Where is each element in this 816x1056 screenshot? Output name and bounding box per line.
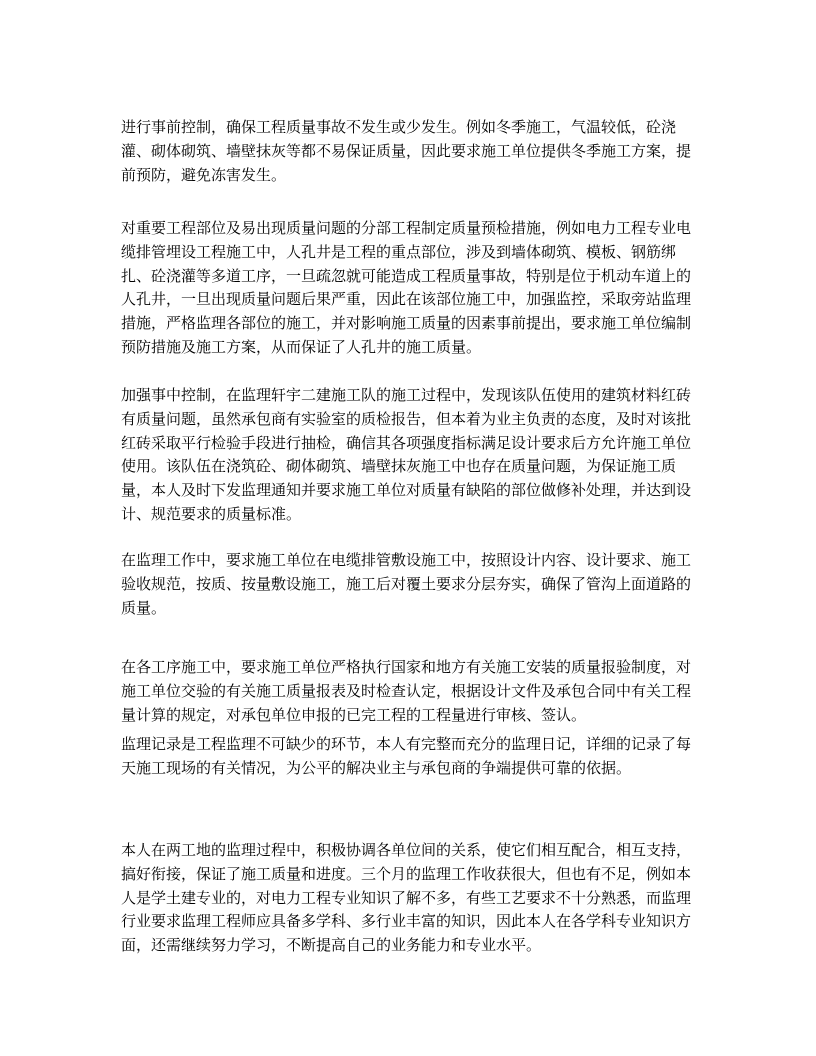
paragraph-precheck-measures: 对重要工程部位及易出现质量问题的分部工程制定质量预检措施，例如电力工程专业电缆排管埋设工程施工中，人孔井是工程的重点部位，涉及到墙体砌筑、模板、钢筋绑扎、砼浇灌等多道工序，一旦疏忽就可能造成工程质量事故，特别是位于机动车道上的人孔井，一旦出现质量问题后果严重，因此在该部位施工中，加强监控，采取旁站监理措施，严格监理各部位的施工，并对影响施工质量的因素事前提出，要求施工单位编制预防措施及施工方案，从而保证了人孔井的施工质量。 (121, 219, 692, 356)
paragraph-inspection-system: 在各工序施工中，要求施工单位严格执行国家和地方有关施工安装的质量报验制度，对施工单位交验的有关施工质量报表及时检查认定，根据设计文件及承包合同中有关工程量计算的规定，对承包单位申报的已完工程的工程量进行审核、签认。 (121, 658, 692, 724)
paragraph-supervision-records: 监理记录是工程监理不可缺少的环节，本人有完整而充分的监理日记，详细的记录了每天施工现场的有关情况，为公平的解决业主与承包商的争端提供可靠的依据。 (121, 735, 692, 777)
paragraph-cable-conduit: 在监理工作中，要求施工单位在电缆排管敷设施工中，按照设计内容、设计要求、施工验收规范，按质、按量敷设施工，施工后对覆土要求分层夯实，确保了管沟上面道路的质量。 (121, 551, 692, 617)
paragraph-in-process-control: 加强事中控制，在监理轩宇二建施工队的施工过程中，发现该队伍使用的建筑材料红砖有质量问题，虽然承包商有实验室的质检报告，但本着为业主负责的态度，及时对该批红砖采取平行检验手段进行抽检，确信其各项强度指标满足设计要求后方允许施工单位使用。该队伍在浇筑砼、砌体砌筑、墙壁抹灰施工中也存在质量问题，为保证施工质量，本人及时下发监理通知并要求施工单位对质量有缺陷的部位做修补处理，并达到设计、规范要求的质量标准。 (121, 386, 692, 523)
paragraph-winter-construction: 进行事前控制，确保工程质量事故不发生或少发生。例如冬季施工，气温较低，砼浇灌、砌体砌筑、墙壁抹灰等都不易保证质量，因此要求施工单位提供冬季施工方案，提前预防，避免冻害发生。 (121, 118, 692, 184)
paragraph-summary: 本人在两工地的监理过程中，积极协调各单位间的关系，使它们相互配合，相互支持，搞好衔接，保证了施工质量和进度。三个月的监理工作收获很大，但也有不足，例如本人是学土建专业的，对电力工程专业知识了解不多，有些工艺要求不十分熟悉，而监理行业要求监理工程师应具备多学科、多行业丰富的知识，因此本人在各学科专业知识方面，还需继续努力学习，不断提高自己的业务能力和专业水平。 (121, 841, 692, 955)
